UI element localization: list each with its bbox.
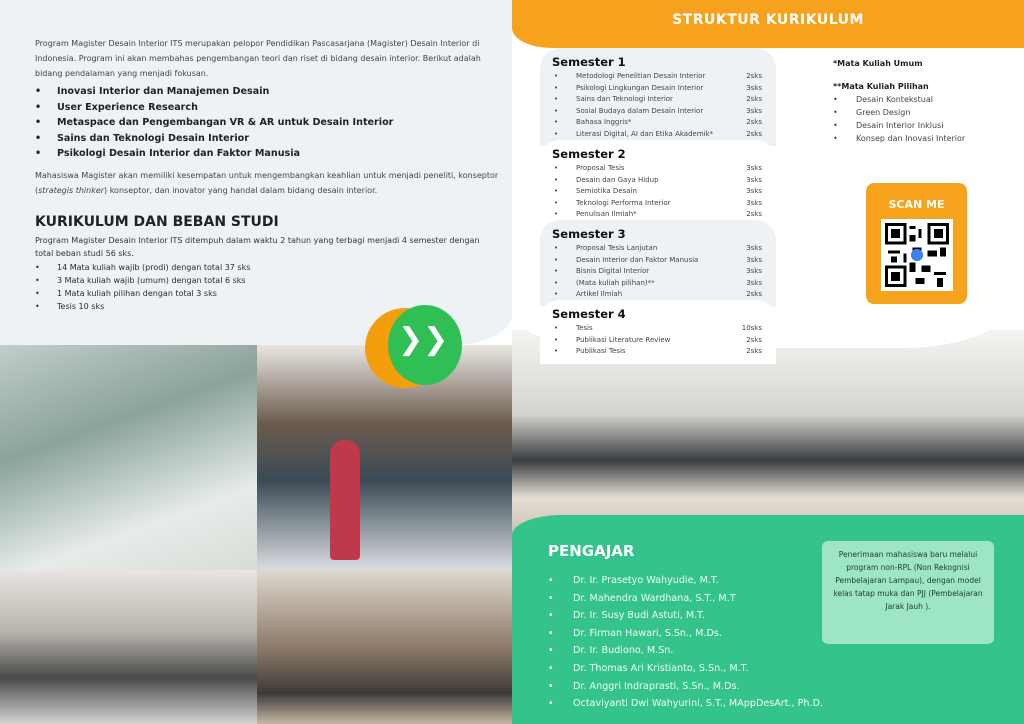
course-row: • Literasi Digital, AI dan Etika Akademik* 2sks — [554, 129, 762, 141]
list-item: • Tesis 10 sks — [35, 302, 105, 311]
course-name: Publikasi Literature Review — [576, 335, 671, 344]
course-row: • Semiotika Desain 3sks — [554, 186, 762, 198]
list-item: • Desain Interior Inklusi — [833, 121, 944, 130]
load-item: Tesis 10 sks — [57, 302, 105, 311]
course-name: Teknologi Performa Interior — [576, 198, 671, 207]
intro-text: Program Magister Desain Interior ITS merupakan pelopor Pendidikan Pascasarjana (Magister) Desain Interior di Indonesia. Program ini akan membahas pengembangan teori dan riset di bidang desain interior. Berikut adalah bidang pendalaman yang menjadi fokusan. — [35, 39, 481, 78]
course-credits: 2sks — [746, 335, 762, 344]
course-list — [554, 323, 762, 358]
course-row: • Proposal Tesis 3sks — [554, 163, 762, 175]
photo-corridor — [0, 330, 257, 570]
curriculum-heading: KURIKULUM DAN BEBAN STUDI — [35, 214, 279, 230]
course-row: • Publikasi Literature Review 2sks — [554, 335, 762, 347]
admission-info-box: Penerimaan mahasiswa baru melalui program non-RPL (Non Rekognisi Pembelajaran Lampau), dengan model kelas tatap muka dan PJJ (Pembelajaran Jarak Jauh ). — [822, 541, 994, 644]
course-credits: 2sks — [746, 290, 762, 298]
course-list — [554, 163, 762, 221]
course-credits: 3sks — [746, 244, 762, 252]
lecturer: • Dr. Thomas Ari Kristianto, S.Sn., M.T. — [548, 660, 823, 678]
chevron-right-icon: ❯❯ — [398, 322, 449, 357]
list-item: • Inovasi Interior dan Manajemen Desain — [35, 84, 393, 100]
elective-course-note: **Mata Kuliah Pilihan — [833, 82, 929, 91]
list-item: • Metaspace dan Pengembangan VR & AR untuk Desain Interior — [35, 115, 393, 131]
course-row: • Metodologi Penelitian Desain Interior 2sks — [554, 71, 762, 83]
course-credits: 3sks — [746, 267, 762, 275]
lecturer-name: Octaviyanti Dwi Wahyurini, S.T., MAppDesArt., Ph.D. — [573, 698, 824, 710]
course-name: (Mata kuliah pilihan)** — [576, 278, 655, 287]
lecturer: • Octaviyanti Dwi Wahyurini, S.T., MAppDesArt., Ph.D. — [548, 695, 823, 713]
lecturer-name: Dr. Thomas Ari Kristianto, S.Sn., M.T. — [573, 662, 749, 674]
course-name: Bisnis Digital Interior — [576, 267, 650, 275]
course-row: • Sosial Budaya dalam Desain Interior 3sks — [554, 106, 762, 118]
photo-student-figure — [330, 440, 360, 560]
list-item: • 14 Mata kuliah wajib (prodi) dengan total 37 sks — [35, 263, 251, 272]
list-item: • User Experience Research — [35, 100, 393, 116]
elective: Desain Interior Inklusi — [856, 121, 944, 130]
focus-area: Metaspace dan Pengembangan VR & AR untuk Desain Interior — [57, 117, 394, 128]
lecturers-heading: PENGAJAR — [548, 542, 635, 560]
course-credits: 3sks — [746, 175, 762, 184]
elective: Green Design — [856, 108, 911, 117]
focus-area: User Experience Research — [57, 101, 198, 113]
course-credits: 3sks — [746, 198, 762, 207]
elective: Konsep dan Inovasi Interior — [856, 134, 966, 143]
course-name: Desain dan Gaya Hidup — [576, 175, 659, 184]
course-credits: 3sks — [746, 83, 762, 92]
course-row: • Publikasi Tesis 2sks — [554, 346, 762, 358]
course-name: Proposal Tesis — [576, 164, 625, 172]
course-credits: 10sks — [741, 324, 762, 332]
course-name: Sains dan Teknologi Interior — [576, 95, 673, 103]
list-item: • Sains dan Teknologi Desain Interior — [35, 131, 393, 147]
lecturer: • Dr. Mahendra Wardhana, S.T., M.T — [548, 590, 823, 608]
focus-areas-list — [35, 84, 393, 162]
semester-title: Semester 4 — [552, 307, 626, 321]
outro-text — [35, 168, 505, 198]
lecturer-name: Dr. Ir. Susy Budi Astuti, M.T. — [573, 610, 705, 622]
course-credits: 3sks — [746, 255, 762, 264]
lecturer: • Dr. Anggri Indraprasti, S.Sn., M.Ds. — [548, 678, 823, 696]
scan-me-card[interactable] — [866, 183, 967, 304]
semester-3-card — [540, 220, 776, 307]
course-name: Literasi Digital, AI dan Etika Akademik* — [576, 129, 714, 138]
course-credits: 3sks — [746, 278, 762, 287]
course-row: • Teknologi Performa Interior 3sks — [554, 198, 762, 210]
course-credits: 2sks — [746, 347, 762, 355]
photo-classroom — [0, 570, 257, 724]
electives-list — [833, 93, 965, 145]
qr-code-icon[interactable] — [881, 219, 953, 291]
load-item: 1 Mata kuliah pilihan dengan total 3 sks — [57, 289, 217, 298]
course-row: • Artikel Ilmiah 2sks — [554, 289, 762, 301]
course-row: • Desain dan Gaya Hidup 3sks — [554, 175, 762, 187]
outro-italic: strategis thinker — [38, 186, 105, 195]
course-credits: 2sks — [746, 210, 762, 218]
course-credits: 3sks — [746, 106, 762, 115]
outro-part: Mahasiswa Magister akan memiliki kesempatan untuk mengembangkan keahlian untuk menjadi peneliti, konseptor ( — [35, 171, 499, 195]
course-row: • (Mata kuliah pilihan)** 3sks — [554, 278, 762, 290]
course-name: Tesis — [576, 324, 593, 332]
course-row: • Bahasa Inggris* 2sks — [554, 117, 762, 129]
lecturer-name: Dr. Ir. Prasetyo Wahyudie, M.T. — [573, 575, 719, 586]
list-item: • Desain Kontekstual — [833, 95, 933, 104]
course-list — [554, 243, 762, 301]
lecturer-name: Dr. Anggri Indraprasti, S.Sn., M.Ds. — [573, 680, 740, 692]
course-credits: 2sks — [746, 72, 762, 80]
course-row: • Penulisan Ilmiah* 2sks — [554, 209, 762, 221]
course-name: Metodologi Penelitian Desain Interior — [576, 72, 706, 80]
course-credits: 3sks — [746, 164, 762, 172]
scan-label: SCAN ME — [888, 198, 945, 211]
course-name: Artikel Ilmiah — [576, 290, 623, 298]
outro-part: ) konseptor, dan inovator yang handal dalam bidang desain interior. — [104, 186, 378, 195]
load-item: 3 Mata kuliah wajib (umum) dengan total 6 sks — [57, 276, 246, 285]
study-load-list — [35, 261, 250, 313]
semester-title: Semester 1 — [552, 55, 626, 69]
lecturer: • Dr. Ir. Budiono, M.Sn. — [548, 642, 823, 660]
course-row: • Bisnis Digital Interior 3sks — [554, 266, 762, 278]
page-title: STRUKTUR KURIKULUM — [672, 12, 864, 28]
course-row: • Sains dan Teknologi Interior 2sks — [554, 94, 762, 106]
list-item: • 1 Mata kuliah pilihan dengan total 3 sks — [35, 289, 217, 298]
semester-1-card — [540, 48, 776, 146]
course-name: Publikasi Tesis — [576, 347, 626, 355]
lecturer-name: Dr. Mahendra Wardhana, S.T., M.T — [573, 592, 736, 604]
course-name: Psikologi Lingkungan Desain Interior — [576, 83, 704, 92]
list-item: • 3 Mata kuliah wajib (umum) dengan total 6 sks — [35, 276, 246, 285]
general-course-note: *Mata Kuliah Umum — [833, 59, 923, 68]
load-item: 14 Mata kuliah wajib (prodi) dengan total 37 sks — [57, 263, 251, 272]
course-row: • Proposal Tesis Lanjutan 3sks — [554, 243, 762, 255]
lecturers-list — [548, 572, 823, 713]
curriculum-description: Program Magister Desain Interior ITS ditempuh dalam waktu 2 tahun yang terbagi menjadi 4 semester dengan total beban studi 56 sks. — [35, 236, 480, 258]
semester-title: Semester 3 — [552, 227, 626, 241]
elective: Desain Kontekstual — [856, 95, 933, 104]
lecturer: • Dr. Ir. Prasetyo Wahyudie, M.T. — [548, 572, 823, 590]
course-credits: 2sks — [746, 129, 762, 138]
lecturer-name: Dr. Firman Hawari, S.Sn., M.Ds. — [573, 627, 722, 639]
course-row: • Desain Interior dan Faktor Manusia 3sks — [554, 255, 762, 267]
course-row: • Tesis 10sks — [554, 323, 762, 335]
course-name: Proposal Tesis Lanjutan — [576, 244, 658, 252]
lecturer: • Dr. Ir. Susy Budi Astuti, M.T. — [548, 607, 823, 625]
course-list — [554, 71, 762, 140]
list-item: • Konsep dan Inovasi Interior — [833, 134, 966, 143]
course-row: • Psikologi Lingkungan Desain Interior 3sks — [554, 83, 762, 95]
course-credits: 3sks — [746, 187, 762, 195]
lecturer: • Dr. Firman Hawari, S.Sn., M.Ds. — [548, 625, 823, 643]
focus-area: Psikologi Desain Interior dan Faktor Manusia — [57, 148, 300, 159]
course-credits: 2sks — [746, 95, 762, 103]
course-name: Bahasa Inggris* — [576, 118, 632, 126]
course-name: Desain Interior dan Faktor Manusia — [576, 255, 699, 264]
course-name: Semiotika Desain — [576, 187, 637, 195]
photo-meeting-room — [257, 570, 512, 724]
lecturer-name: Dr. Ir. Budiono, M.Sn. — [573, 645, 674, 657]
list-item: • Psikologi Desain Interior dan Faktor Manusia — [35, 146, 393, 162]
course-name: Penulisan Ilmiah* — [576, 210, 637, 218]
semester-title: Semester 2 — [552, 147, 626, 161]
semester-2-card — [540, 140, 776, 227]
course-credits: 2sks — [746, 118, 762, 126]
course-name: Sosial Budaya dalam Desain Interior — [576, 106, 704, 115]
notes — [833, 59, 965, 145]
focus-area: Inovasi Interior dan Manajemen Desain — [57, 86, 270, 97]
list-item: • Green Design — [833, 108, 911, 117]
semester-4-card — [540, 300, 776, 364]
focus-area: Sains dan Teknologi Desain Interior — [57, 132, 249, 144]
